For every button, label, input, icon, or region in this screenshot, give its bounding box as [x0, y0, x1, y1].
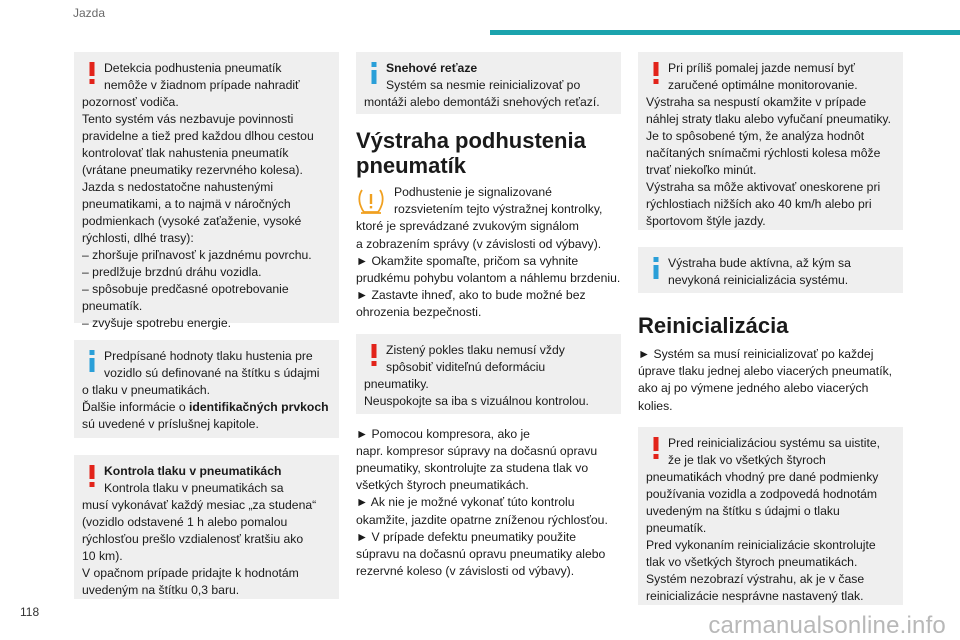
text-line: načítaných snímačmi rýchlosti kolesa môže — [646, 146, 881, 160]
page-number: 118 — [20, 605, 40, 619]
text-line: Pred reinicializáciou systému sa uistite, — [668, 435, 881, 450]
info-icon — [86, 350, 98, 372]
exclamation-icon — [86, 62, 98, 84]
warning-box-visual-check — [356, 334, 621, 414]
running-header: Jazda — [73, 6, 106, 20]
text-line: ktoré je sprevádzané zvukovým signálom — [356, 219, 579, 234]
info-box-snow-chains — [356, 52, 621, 114]
text-line: Výstraha sa môže aktivovať oneskorene pri — [646, 180, 881, 194]
text-line: pneumatiky, skontrolujte za studena tlak vo — [356, 461, 589, 476]
text-line: a zobrazením správy (v závislosti od výbavy). — [356, 236, 602, 251]
warning-box-underinflation — [74, 52, 339, 330]
text-line: (vozidlo odstavené 1 h alebo pomalou — [82, 515, 288, 529]
text-line: pneumatikách vhodný pre dané podmienky — [646, 469, 879, 484]
text-line: rýchlostiach nižších ako 40 km/h alebo pri — [646, 197, 872, 211]
header-accent-bar — [490, 30, 960, 35]
paragraph-reinit — [638, 346, 903, 415]
info-box-warning-active — [638, 247, 903, 293]
column-1 — [74, 52, 339, 616]
box-title: Snehové reťaze — [386, 61, 478, 75]
text-line: musí vykonávať každý mesiac „za studena“ — [82, 498, 317, 512]
text-line: kontrolovať tlak nahustenia pneumatík — [82, 146, 289, 160]
text-line: o tlaku v pneumatikách. — [82, 383, 211, 397]
text-line: rozsvietením tejto výstražnej kontrolky, — [394, 202, 603, 217]
text-line: sú uvedené v príslušnej kapitole. — [82, 417, 259, 431]
text-line: ako aj po výmene jedného alebo viacerých — [638, 381, 869, 396]
watermark: carmanualsonline.info — [708, 612, 946, 639]
text-line: pneumatík. — [82, 299, 143, 313]
text-line: Systém sa nesmie reinicializovať po — [386, 78, 581, 92]
text-line: ► Okamžite spomaľte, pričom sa vyhnite — [356, 253, 579, 268]
text-line: napr. kompresor súpravy na dočasnú opravu — [356, 443, 598, 458]
text-line: ► Pomocou kompresora, ako je — [356, 426, 530, 441]
text-line: Zistený pokles tlaku nemusí vždy — [386, 342, 565, 357]
text-line: úprave tlaku jednej alebo viacerých pneumatík, — [638, 364, 893, 379]
text-line: tlak vo všetkých štyroch pneumatikách. — [646, 554, 858, 569]
info-icon — [368, 62, 380, 84]
section-title-reinitialization: Reinicializácia — [638, 313, 789, 338]
text-run-bold: identifikačných prvkoch — [189, 400, 329, 414]
paragraph-warning-actions — [356, 218, 621, 321]
column-2 — [356, 52, 621, 580]
text-line: okamžite, jazdite opatrne zníženou rýchlosťou. — [356, 512, 608, 527]
exclamation-icon — [368, 344, 380, 366]
text-line: Je to spôsobené tým, že analýza hodnôt — [646, 129, 865, 143]
text-line: ► Ak nie je možné vykonať túto kontrolu — [356, 495, 575, 510]
text-line: športovom štýle jazdy. — [646, 214, 766, 228]
text-line: všetkých štyroch pneumatikách. — [356, 478, 529, 493]
text-line: Detekcia podhustenia pneumatík — [104, 61, 282, 75]
text-line: 10 km). — [82, 549, 123, 563]
text-run: Ďalšie informácie o — [82, 400, 190, 414]
text-line: – predlžuje brzdnú dráhu vozidla. — [82, 265, 262, 279]
warning-box-slow-driving — [638, 52, 903, 230]
text-line: pneumatikami, a to najmä v náročných — [82, 197, 291, 211]
text-line: Tento systém vás nezbavuje povinnosti — [82, 112, 294, 126]
column-3 — [638, 52, 903, 622]
text-line: podmienkach (vysoké zaťaženie, vysoké — [82, 214, 302, 228]
text-line: ► Systém sa musí reinicializovať po každej — [638, 347, 874, 361]
text-line: prudkému pohybu volantom a náhlemu brzdeniu. — [356, 271, 621, 286]
warning-box-before-reinit — [638, 427, 903, 605]
warning-box-pressure-check — [74, 455, 339, 599]
paragraph-compressor-steps — [356, 426, 621, 581]
box-title: Kontrola tlaku v pneumatikách — [104, 464, 282, 478]
text-line: reinicializácie nesprávne nastavený tlak. — [646, 588, 864, 603]
text-line: ► Zastavte ihneď, ako to bude možné bez — [356, 288, 586, 303]
text-line: montáži alebo demontáži snehových reťazí. — [364, 95, 600, 109]
text-line: nevykoná reinicializácia systému. — [668, 273, 849, 287]
exclamation-icon — [650, 62, 662, 84]
text-line: Pri príliš pomalej jazde nemusí byť — [668, 61, 855, 75]
text-line: vozidlo sú definované na štítku s údajmi — [104, 366, 320, 380]
text-line: Predpísané hodnoty tlaku hustenia pre — [104, 349, 313, 363]
warning-lamp-block — [356, 184, 621, 218]
text-line: zaručené optimálne monitorovanie. — [668, 78, 858, 92]
tire-pressure-warning-icon — [356, 186, 386, 216]
text-line: nemôže v žiadnom prípade nahradiť — [104, 78, 300, 92]
text-line: pneumatík. — [646, 520, 707, 535]
text-line: ► V prípade defektu pneumatiky použite — [356, 529, 577, 544]
text-line: súpravu na dočasnú opravu pneumatiky alebo — [356, 547, 606, 562]
text-line — [82, 399, 331, 416]
text-line: Podhustenie je signalizované — [394, 185, 552, 199]
text-line: uvedeným na štítku s údajmi o tlaku — [646, 503, 840, 518]
text-line: V opačnom prípade pridajte k hodnotám — [82, 566, 299, 580]
text-line: – spôsobuje predčasné opotrebovanie — [82, 282, 289, 296]
text-line: náhlej straty tlaku alebo vyfučaní pneumatiky. — [646, 112, 892, 126]
text-line: Výstraha bude aktívna, až kým sa — [668, 256, 851, 270]
text-line: Kontrola tlaku v pneumatikách sa — [104, 481, 284, 495]
text-line: používania vozidla a zodpovedá hodnotám — [646, 486, 878, 501]
text-line: rezervné koleso (v závislosti od výbavy). — [356, 564, 575, 579]
text-line: pozornosť vodiča. — [82, 95, 179, 109]
text-line: ohrozenia bezpečnosti. — [356, 305, 482, 320]
info-icon — [650, 257, 662, 279]
text-line: pneumatiky. — [364, 376, 429, 391]
text-line: (vrátane pneumatiky rezervného kolesa). — [82, 163, 303, 177]
text-line: Jazda s nedostatočne nahustenými — [82, 180, 274, 194]
text-line: že je tlak vo všetkých štyroch — [668, 452, 826, 467]
text-line: – zhoršuje priľnavosť k jazdnému povrchu. — [82, 248, 312, 262]
text-line: spôsobiť viditeľnú deformáciu — [386, 359, 546, 374]
text-line: – zvyšuje spotrebu energie. — [82, 316, 232, 330]
text-line: Výstraha sa nespustí okamžite v prípade — [646, 95, 867, 109]
text-line: pravidelne a tiež pred každou dlhou cestou — [82, 129, 314, 143]
exclamation-icon — [650, 437, 662, 459]
text-line: kolies. — [638, 398, 673, 413]
text-line: Pred vykonaním reinicializácie skontrolujte — [646, 537, 876, 552]
text-line: Neuspokojte sa iba s vizuálnou kontrolou. — [364, 393, 589, 408]
text-line: rýchlosťou prešlo vzdialenosť kratšiu ako — [82, 532, 304, 546]
text-line: trvať niekoľko minút. — [646, 163, 757, 177]
exclamation-icon — [86, 465, 98, 487]
info-box-pressure-values — [74, 340, 339, 438]
section-title-underinflation-warning: Výstraha podhustenia pneumatík — [356, 128, 586, 178]
text-line: uvedeným na štítku 0,3 baru. — [82, 583, 240, 597]
text-line: Systém nezobrazí výstrahu, ak je v čase — [646, 571, 865, 586]
text-line: rýchlosti, dlhé trasy): — [82, 231, 194, 245]
